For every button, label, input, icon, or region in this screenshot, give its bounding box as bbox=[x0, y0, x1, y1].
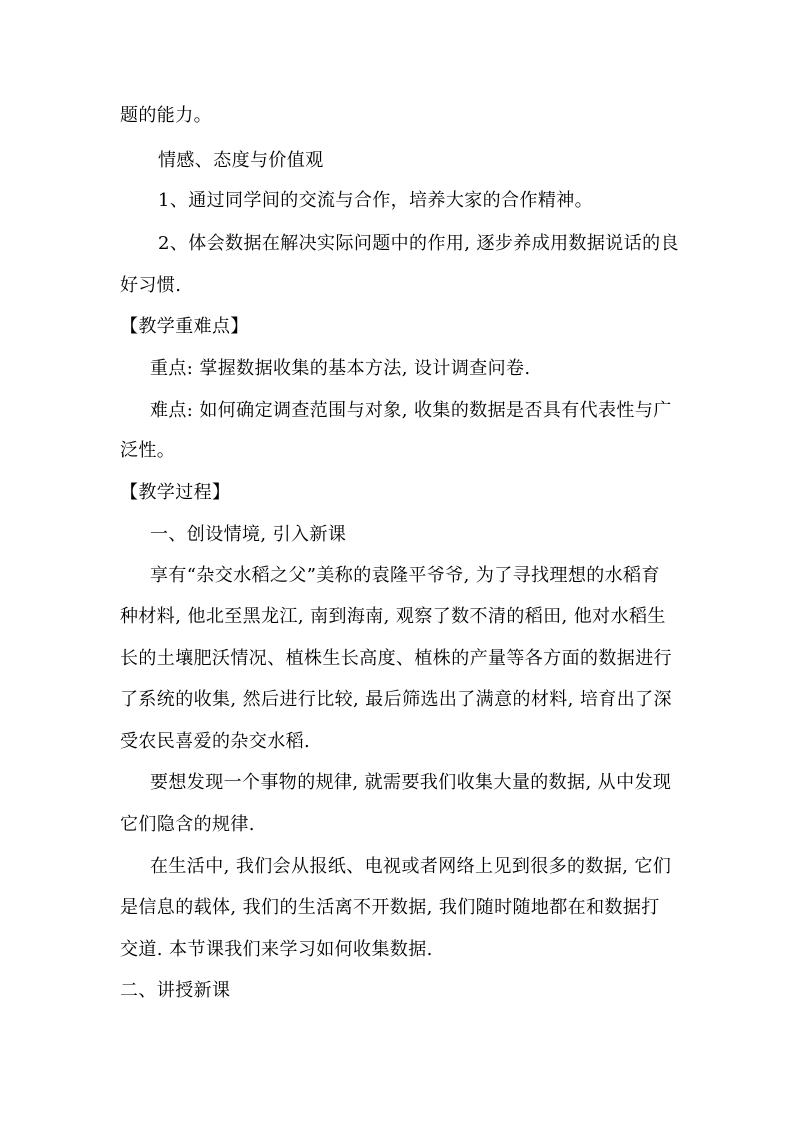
text-line: 享有“杂交水稻之父”美称的袁隆平爷爷, 为了寻找理想的水稻育 bbox=[150, 565, 660, 586]
text-line: 泛性。 bbox=[120, 440, 176, 461]
text-line: 好习惯. bbox=[120, 275, 182, 296]
text-line: 难点: 如何确定调查范围与对象, 收集的数据是否具有代表性与广 bbox=[150, 400, 672, 421]
text-line: 它们隐含的规律. bbox=[120, 814, 255, 835]
text-line: 在生活中, 我们会从报纸、电视或者网络上见到很多的数据, 它们 bbox=[150, 856, 672, 877]
text-line: 题的能力。 bbox=[120, 105, 212, 126]
text-line: 重点: 掌握数据收集的基本方法, 设计调查问卷. bbox=[150, 358, 531, 379]
text-line: 2、体会数据在解决实际问题中的作用, 逐步养成用数据说话的良 bbox=[158, 233, 679, 254]
text-line: 是信息的载体, 我们的生活离不开数据, 我们随时随地都在和数据打 bbox=[120, 897, 660, 918]
text-line: 1、通过同学间的交流与合作，培养大家的合作精神。 bbox=[158, 190, 594, 211]
text-line: 受农民喜爱的杂交水稻. bbox=[120, 731, 311, 752]
text-line: 要想发现一个事物的规律, 就需要我们收集大量的数据, 从中发现 bbox=[150, 772, 672, 793]
section-heading: 【教学重难点】 bbox=[120, 316, 249, 337]
subsection-heading: 一、创设情境, 引入新课 bbox=[150, 524, 347, 545]
text-line: 长的土壤肥沃情况、植株生长高度、植株的产量等各方面的数据进行 bbox=[120, 648, 672, 669]
section-heading: 二、讲授新课 bbox=[120, 980, 231, 1001]
text-line: 交道. 本节课我们来学习如何收集数据. bbox=[120, 939, 433, 960]
text-line: 种材料, 他北至黑龙江, 南到海南, 观察了数不清的稻田, 他对水稻生 bbox=[120, 606, 666, 627]
section-heading: 情感、态度与价值观 bbox=[158, 150, 324, 171]
text-line: 了系统的收集, 然后进行比较, 最后筛选出了满意的材料, 培育出了深 bbox=[120, 689, 672, 710]
section-heading: 【教学过程】 bbox=[120, 482, 231, 503]
